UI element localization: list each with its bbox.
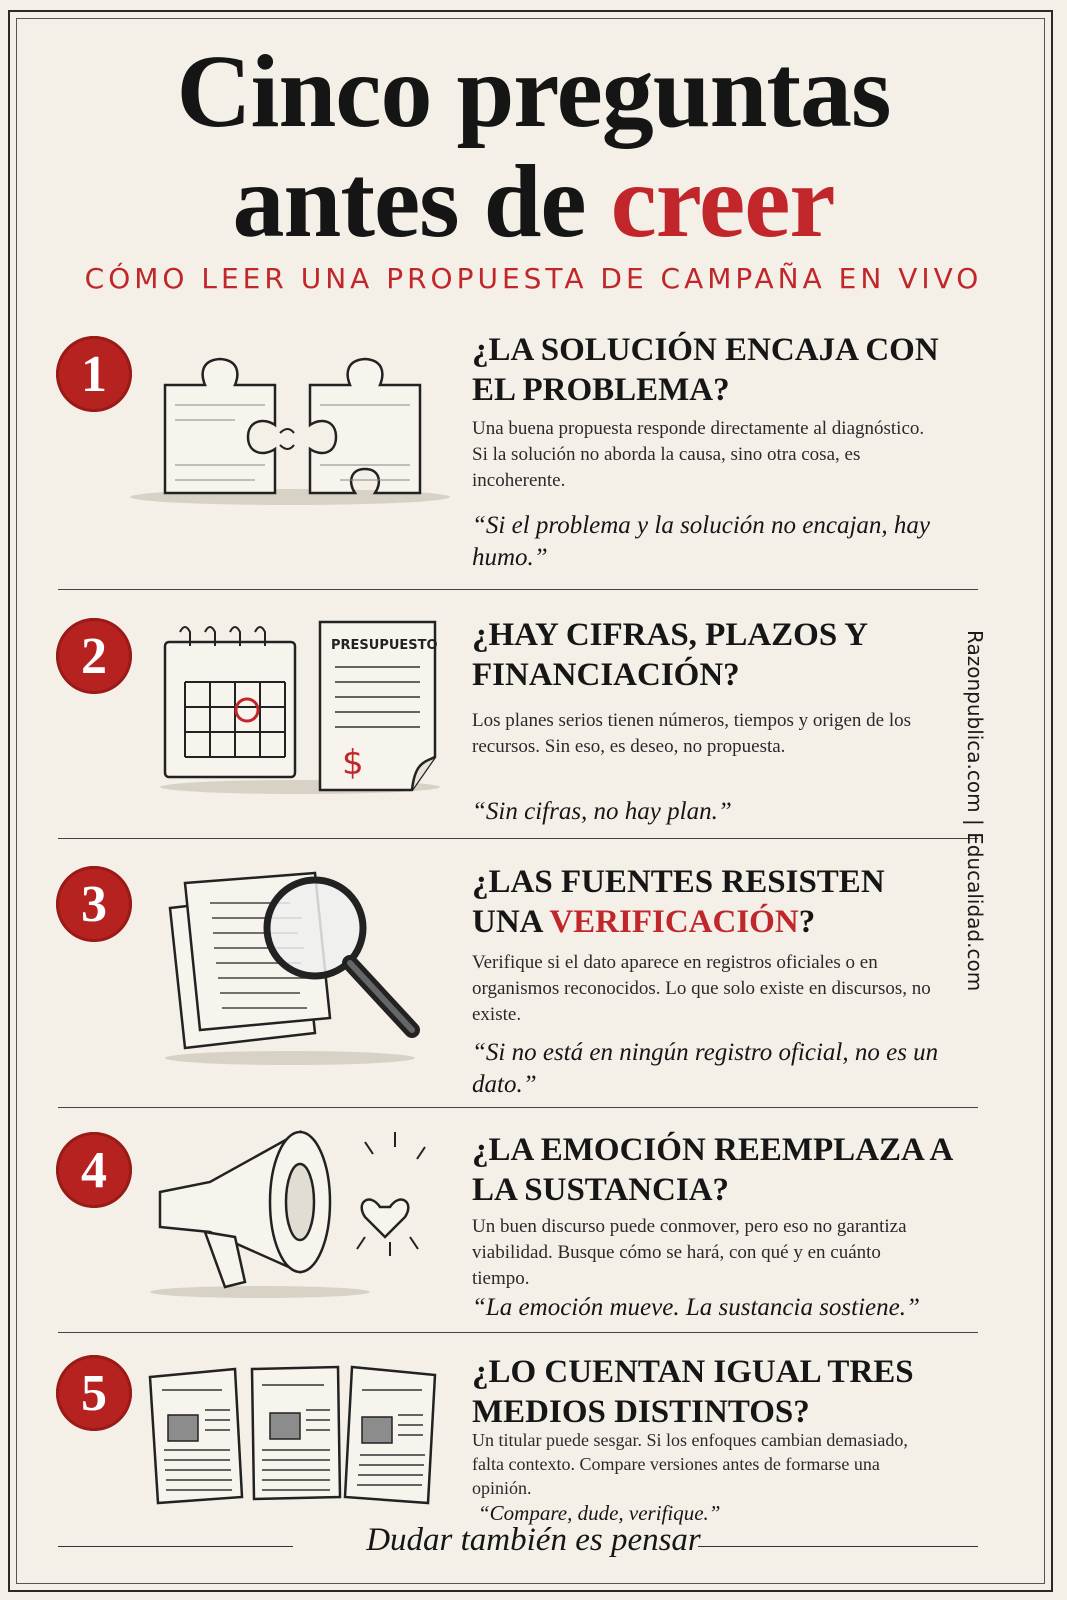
budget-label: PRESUPUESTO [331,638,438,653]
title-accent: creer [610,144,835,259]
dollar-sign: $ [342,743,364,783]
question-title-1: ¿LA SOLUCIÓN ENCAJA CON EL PROBLEMA? [472,332,939,408]
section-divider [58,1107,978,1108]
question-quote-5: “Compare, dude, verifique.” [478,1501,721,1525]
question-quote-4: “La emoción mueve. La sustancia sostiene.” [472,1294,920,1321]
question-body-2: Los planes serios tienen números, tiempos y origen de los recursos. Sin eso, es deseo, no propuesta. [472,710,912,757]
question-body-4: Un buen discurso puede conmover, pero eso no garantiza viabilidad. Busque cómo se hará, con qué y en cuánto tiempo. [472,1216,907,1289]
number-badge-1: 1 [56,336,132,412]
question-title-4: ¿LA EMOCIÓN REEMPLAZA A LA SUSTANCIA? [472,1132,952,1208]
question-quote-1: “Si el problema y la solución no encajan, hay humo.” [472,512,931,571]
question-body-3: Verifique si el dato aparece en registros oficiales o en organismos reconocidos. Lo que solo existe en discursos, no existe. [472,952,931,1025]
title-prefix: antes de [232,144,611,259]
section-divider [58,838,978,839]
question-title-5: ¿LO CUENTAN IGUAL TRES MEDIOS DISTINTOS? [472,1354,914,1430]
question-title-3-accent: VERIFICACIÓN [549,904,799,940]
number-badge-2: 2 [56,618,132,694]
question-title-3 [472,862,952,942]
number-badge-3: 3 [56,866,132,942]
number-badge-5: 5 [56,1355,132,1431]
magnifying-glass-documents-icon [150,858,440,1073]
page-subtitle: CÓMO LEER UNA PROPUESTA DE CAMPAÑA EN VIVO [84,262,983,295]
number-badge-4: 4 [56,1132,132,1208]
section-divider [58,589,978,590]
page-title-line-2 [0,144,1067,259]
section-divider [58,1332,978,1333]
question-title-3-prefix: ¿LAS FUENTES RESISTEN UNA [472,864,885,940]
megaphone-heart-icon [140,1122,440,1307]
question-body-1: Una buena propuesta responde directamente al diagnóstico. Si la solución no aborda la causa, sino otra cosa, es incoherente. [472,418,925,491]
side-credit: Razonpublica.com | Educalidad.com [963,630,987,992]
question-quote-3: “Si no está en ningún registro oficial, no es un dato.” [472,1039,939,1098]
question-quote-2: “Sin cifras, no hay plan.” [472,798,732,825]
three-newspapers-icon [140,1355,450,1505]
calendar-budget-icon [150,612,450,802]
puzzle-pieces-icon [120,345,460,515]
question-title-3-suffix: ? [798,904,816,940]
footer-rule-right [698,1546,978,1547]
question-title-2: ¿HAY CIFRAS, PLAZOS Y FINANCIACIÓN? [472,617,867,693]
footer-tagline: Dudar también es pensar [366,1522,701,1558]
page-title-line-1: Cinco preguntas [176,34,891,149]
question-body-5: Un titular puede sesgar. Si los enfoques cambian demasiado, falta contexto. Compare versiones antes de formarse una opinión. [472,1430,908,1498]
